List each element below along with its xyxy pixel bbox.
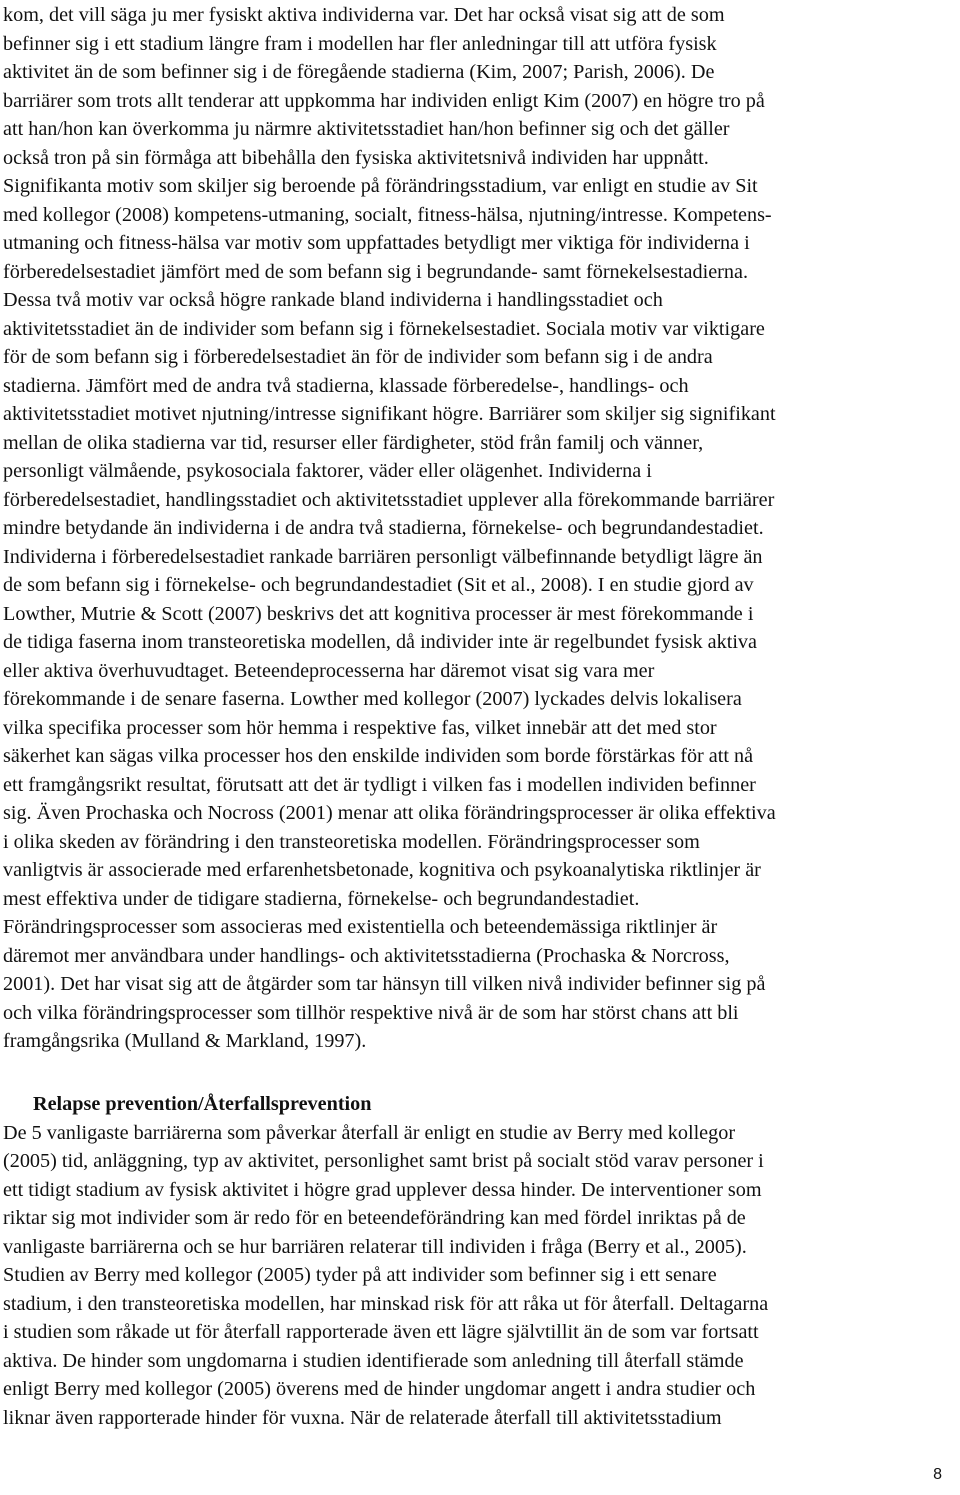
text-line: utmaning och fitness-hälsa var motiv som uppfattades betydligt mer viktiga för individerna i [3, 232, 750, 254]
text-line: med kollegor (2008) kompetens-utmaning, socialt, fitness-hälsa, njutning/intresse. Kompetens- [3, 204, 772, 226]
text-line: de tidiga faserna inom transteoretiska modellen, då individer inte är regelbundet fysisk aktiva [3, 631, 757, 653]
text-line: ett framgångsrikt resultat, förutsatt att det är tydligt i vilken fas i modellen individen befinner [3, 774, 756, 796]
text-line: aktivitet än de som befinner sig i de föregående stadierna (Kim, 2007; Parish, 2006). De [3, 61, 715, 83]
text-line: framgångsrika (Mulland & Markland, 1997). [3, 1030, 367, 1052]
text-line: Dessa två motiv var också högre rankade bland individerna i handlingsstadiet och [3, 289, 663, 311]
text-line: mellan de olika stadierna var tid, resurser eller färdigheter, stöd från familj och vänner, [3, 432, 704, 454]
text-line: personligt välmående, psykosociala faktorer, väder eller olägenhet. Individerna i [3, 460, 652, 482]
text-line: liknar även rapporterade hinder för vuxna. När de relaterade återfall till aktivitetsstadium [3, 1407, 722, 1429]
text-line: befinner sig i ett stadium längre fram i modellen har fler anledningar till att utföra fysisk [3, 33, 717, 55]
text-line: (2005) tid, anläggning, typ av aktivitet, personlighet samt brist på socialt stöd varav personer i [3, 1150, 764, 1172]
text-line: vanligaste barriärerna och se hur barriären relaterar till individen i fråga (Berry et al., 2005). [3, 1236, 747, 1258]
text-line: Signifikanta motiv som skiljer sig beroende på förändringsstadium, var enligt en studie av Sit [3, 175, 758, 197]
text-line: De 5 vanligaste barriärerna som påverkar återfall är enligt en studie av Berry med kollegor [3, 1122, 736, 1144]
text-line: enligt Berry med kollegor (2005) överens med de hinder ungdomar angett i andra studier och [3, 1378, 756, 1400]
text-line: mindre betydande än individerna i de andra två stadierna, förnekelse- och begrundandestadiet. [3, 517, 764, 539]
text-line: stadierna. Jämfört med de andra två stadierna, klassade förberedelse-, handlings- och [3, 375, 689, 397]
text-line: förberedelsestadiet, handlingsstadiet och aktivitetsstadiet upplever alla förekommande barriärer [3, 489, 775, 511]
text-line: i olika skeden av förändring i den transteoretiska modellen. Förändringsprocesser som [3, 831, 700, 853]
text-line: mest effektiva under de tidigare stadierna, förnekelse- och begrundandestadiet. [3, 888, 640, 910]
text-line: också tron på sin förmåga att bibehålla den fysiska aktivitetsnivå individen har uppnått. [3, 147, 709, 169]
text-line: Lowther, Mutrie & Scott (2007) beskrivs det att kognitiva processer är mest förekommande i [3, 603, 754, 625]
text-line: aktiva. De hinder som ungdomarna i studien identifierade som anledning till återfall stämde [3, 1350, 744, 1372]
page-number: 8 [933, 1466, 942, 1483]
text-line: Förändringsprocesser som associeras med existentiella och beteendemässiga riktlinjer är [3, 916, 718, 938]
text-line: kom, det vill säga ju mer fysiskt aktiva individerna var. Det har också visat sig att de som [3, 4, 725, 26]
text-line: att han/hon kan överkomma ju närmre aktivitetsstadiet han/hon befinner sig och det gäller [3, 118, 730, 140]
text-line: Individerna i förberedelsestadiet rankade barriären personligt välbefinnande betydligt lägre än [3, 546, 763, 568]
text-line: aktivitetsstadiet än de individer som befann sig i förnekelsestadiet. Sociala motiv var viktigare [3, 318, 765, 340]
text-line: vilka specifika processer som hör hemma i respektive fas, vilket innebär att det med stor [3, 717, 717, 739]
text-line: och vilka förändringsprocesser som tillhör respektive nivå är de som har störst chans att bli [3, 1002, 739, 1024]
text-line: i studien som råkade ut för återfall rapporterade även ett lägre självtillit än de som var fortsatt [3, 1321, 759, 1343]
text-line: säkerhet kan sägas vilka processer hos den enskilde individen som borde förstärkas för att nå [3, 745, 754, 767]
text-line: barriärer som trots allt tenderar att uppkomma har individen enligt Kim (2007) en högre tro på [3, 90, 765, 112]
section-heading: Relapse prevention/Återfallsprevention [33, 1093, 372, 1115]
text-line: för de som befann sig i förberedelsestadiet än för de individer som befann sig i de andra [3, 346, 713, 368]
text-line: ett tidigt stadium av fysisk aktivitet i högre grad upplever dessa hinder. De interventioner som [3, 1179, 762, 1201]
text-line: sig. Även Prochaska och Nocross (2001) menar att olika förändringsprocesser är olika effektiva [3, 802, 776, 824]
text-line: vanligtvis är associerade med erfarenhetsbetonade, kognitiva och psykoanalytiska riktlinjer är [3, 859, 761, 881]
text-line: aktivitetsstadiet motivet njutning/intresse signifikant högre. Barriärer som skiljer sig signifikant [3, 403, 776, 425]
text-line: 2001). Det har visat sig att de åtgärder som tar hänsyn till vilken nivå individer befinner sig på [3, 973, 766, 995]
text-line: däremot mer användbara under handlings- och aktivitetsstadierna (Prochaska & Norcross, [3, 945, 730, 967]
text-line: eller aktiva överhuvudtaget. Beteendeprocesserna har däremot visat sig vara mer [3, 660, 655, 682]
text-line: riktar sig mot individer som är redo för en beteendeförändring kan med fördel inriktas på de [3, 1207, 746, 1229]
text-line: de som befann sig i förnekelse- och begrundandestadiet (Sit et al., 2008). I en studie gjord av [3, 574, 754, 596]
text-line: förberedelsestadiet jämfört med de som befann sig i begrundande- samt förnekelsestadierna. [3, 261, 748, 283]
text-line: Studien av Berry med kollegor (2005) tyder på att individer som befinner sig i ett senare [3, 1264, 717, 1286]
text-line: stadium, i den transteoretiska modellen, har minskad risk för att råka ut för återfall. Deltagarna [3, 1293, 769, 1315]
text-line: förekommande i de senare faserna. Lowther med kollegor (2007) lyckades delvis lokalisera [3, 688, 742, 710]
